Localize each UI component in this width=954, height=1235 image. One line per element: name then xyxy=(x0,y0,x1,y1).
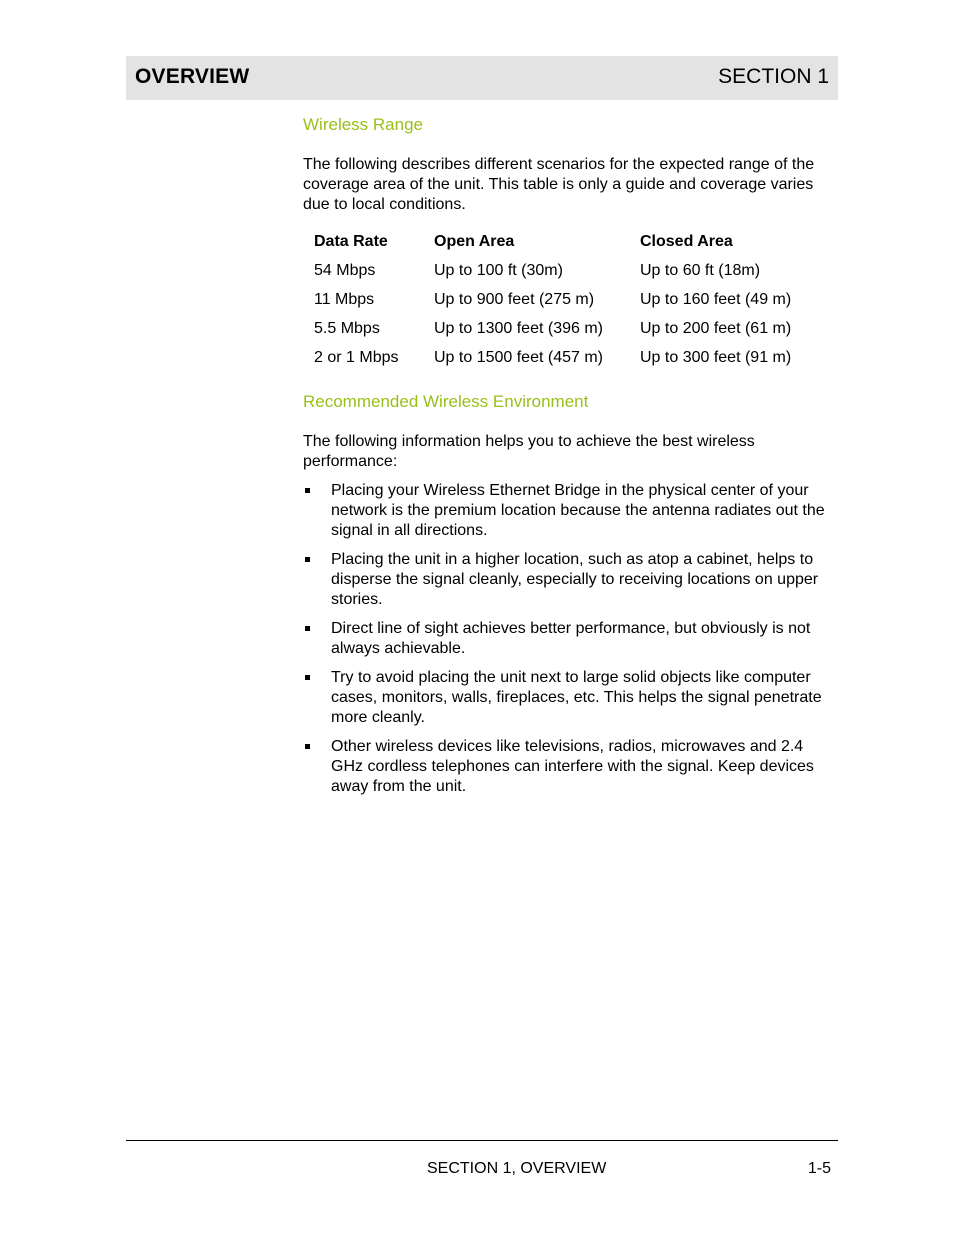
list-item-text: Other wireless devices like televisions, radios, microwaves and 2.4 GHz cordless telephones can interfere with the signal. Keep devices away from the unit. xyxy=(331,738,814,795)
square-bullet-icon xyxy=(305,744,310,749)
table-row xyxy=(314,343,840,372)
header-section: SECTION 1 xyxy=(718,65,829,88)
list-item xyxy=(303,619,833,659)
square-bullet-icon xyxy=(305,626,310,631)
table-cell: Up to 1500 feet (457 m) xyxy=(434,348,603,366)
wireless-range-heading: Wireless Range xyxy=(303,115,423,134)
tips-list xyxy=(303,481,833,806)
table-cell: 54 Mbps xyxy=(314,261,376,279)
table-cell: Up to 160 feet (49 m) xyxy=(640,290,792,308)
table-cell: Up to 1300 feet (396 m) xyxy=(434,319,603,337)
list-item-text: Try to avoid placing the unit next to large solid objects like computer cases, monitors, walls, fireplaces, etc. This helps the signal penetrate more cleanly. xyxy=(331,669,822,726)
square-bullet-icon xyxy=(305,557,310,562)
table-header-cell: Open Area xyxy=(434,232,515,250)
page-header xyxy=(126,56,838,100)
list-item-text: Placing the unit in a higher location, such as atop a cabinet, helps to disperse the signal cleanly, especially to receiving locations on upper stories. xyxy=(331,551,819,608)
header-title: OVERVIEW xyxy=(135,65,250,88)
table-header-row xyxy=(314,227,840,256)
table-cell: 5.5 Mbps xyxy=(314,319,380,337)
table-cell: 11 Mbps xyxy=(314,290,375,308)
list-item-text: Placing your Wireless Ethernet Bridge in the physical center of your network is the premium location because the antenna radiates out the signal in all directions. xyxy=(331,482,825,539)
table-row xyxy=(314,314,840,343)
table-row xyxy=(314,285,840,314)
environment-heading: Recommended Wireless Environment xyxy=(303,392,589,411)
table-row xyxy=(314,256,840,285)
environment-intro: The following information helps you to achieve the best wireless performance: xyxy=(303,433,755,470)
list-item xyxy=(303,550,833,610)
square-bullet-icon xyxy=(305,675,310,680)
table-cell: Up to 200 feet (61 m) xyxy=(640,319,792,337)
table-cell: Up to 900 feet (275 m) xyxy=(434,290,595,308)
range-table xyxy=(314,227,840,372)
table-header-cell: Data Rate xyxy=(314,232,388,250)
table-cell: Up to 300 feet (91 m) xyxy=(640,348,792,366)
list-item xyxy=(303,668,833,728)
list-item xyxy=(303,481,833,541)
footer-section-label: SECTION 1, OVERVIEW xyxy=(427,1160,607,1177)
table-cell: Up to 60 ft (18m) xyxy=(640,261,761,279)
list-item-text: Direct line of sight achieves better performance, but obviously is not always achievable. xyxy=(331,620,811,657)
wireless-range-intro: The following describes different scenarios for the expected range of the coverage area of the unit. This table is only a guide and coverage varies due to local conditions. xyxy=(303,156,815,213)
table-cell: Up to 100 ft (30m) xyxy=(434,261,563,279)
list-item xyxy=(303,737,833,797)
table-header-cell: Closed Area xyxy=(640,232,733,250)
square-bullet-icon xyxy=(305,488,310,493)
page-number: 1-5 xyxy=(807,1160,831,1177)
table-cell: 2 or 1 Mbps xyxy=(314,348,399,366)
footer-divider xyxy=(126,1140,838,1141)
